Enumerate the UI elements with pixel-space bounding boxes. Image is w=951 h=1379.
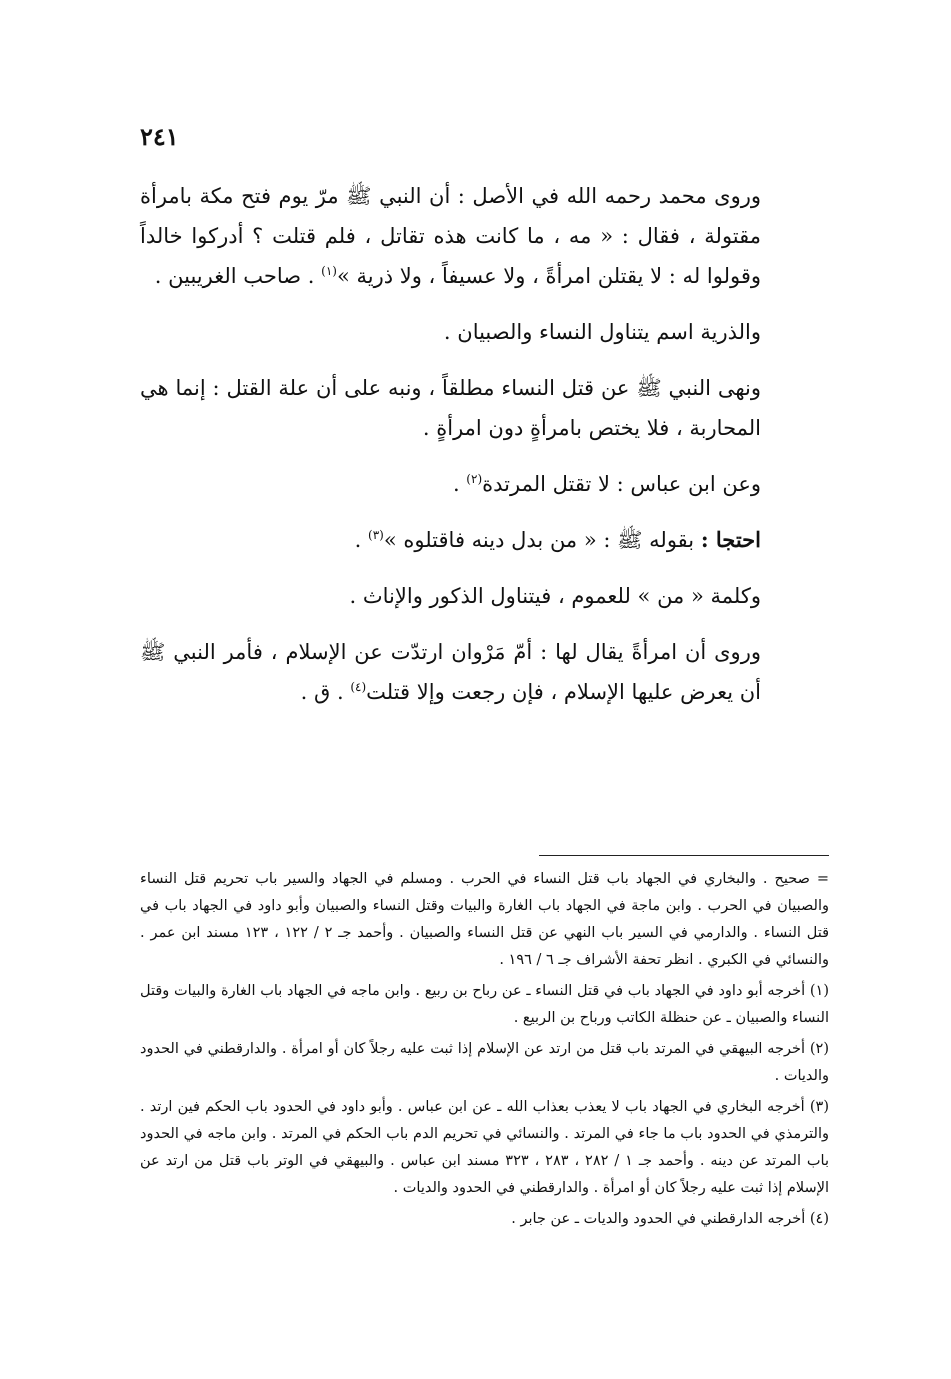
paragraph-text: والذرية اسم يتناول النساء والصبيان . xyxy=(443,320,761,344)
footnote-divider xyxy=(539,855,829,856)
page-number: ٢٤١ xyxy=(140,122,179,151)
paragraph-4 xyxy=(140,464,811,504)
paragraph-tail: . ق . xyxy=(300,680,351,704)
footnote-3: (٣) أخرجه البخاري في الجهاد باب لا يعذب بعذاب الله ـ عن ابن عباس . وأبو داود في الحدود باب الحكم فين ارتد . والترمذي في الحدود باب ما جاء في المرتد . والنسائي في تحريم الدم باب الحكم في المرتد . وابن ماجه في الحدود باب المرتد عن دينه . وأحمد جـ ١ / ٢٨٢ ، ٢٨٣ ، ٣٢٣ مسند ابن عباس . والبيهقي في الوتر باب قتل من ارتد عن الإسلام إذا ثبت عليه رجلاً كان أو امرأة . والدارقطني في الحدود والديات . xyxy=(140,1099,829,1196)
paragraph-text: وكلمة « من » للعموم ، فيتناول الذكور والإناث . xyxy=(349,584,761,608)
footnote-1: (١) أخرجه أبو داود في الجهاد باب في قتل النساء ـ عن رباح بن ربيع . وابن ماجه في الجهاد باب الغارة والبيات وقتل النساء والصبيان ـ عن حنظلة الكاتب ورباح بن الربيع . xyxy=(140,983,829,1026)
paragraph-2 xyxy=(140,312,811,352)
footnote-4: (٤) أخرجه الدارقطني في الحدود والديات ـ عن جابر . xyxy=(511,1211,829,1227)
paragraph-text: وروى محمد رحمه الله في الأصل : أن النبي ﷺ مرّ يوم فتح مكة بامرأة مقتولة ، فقال : « مه ، ما كانت هذه تقاتل ، فلم قتلت ؟ أدركوا خالداً وقولوا له : لا يقتلن امرأةً ، ولا عسيفاً ، ولا ذرية » xyxy=(140,184,761,288)
paragraph-text: وروى أن امرأةً يقال لها : أمّ مَرْوان ارتدّت عن الإسلام ، فأمر النبي ﷺ أن يعرض عليها الإسلام ، فإن رجعت وإلا قتلت xyxy=(140,640,761,704)
footnote-2: (٢) أخرجه البيهقي في المرتد باب قتل من ارتد عن الإسلام إذا ثبت عليه رجلاً كان أو امرأة . والدارقطني في الحدود والديات . xyxy=(140,1041,829,1084)
paragraph-lead: احتجا : xyxy=(700,527,761,552)
paragraph-5 xyxy=(140,520,811,560)
paragraph-tail: . xyxy=(354,528,369,552)
paragraph-text: وعن ابن عباس : لا تقتل المرتدة xyxy=(482,472,761,496)
paragraph-text: بقوله ﷺ : « من بدل دينه فاقتلوه » xyxy=(383,528,701,552)
paragraph-text: ونهى النبي ﷺ عن قتل النساء مطلقاً ، ونبه على أن علة القتل : إنما هي المحاربة ، فلا يختص بامرأةٍ دون امرأةٍ . xyxy=(140,376,761,440)
footnote-ref: (١) xyxy=(321,264,337,278)
paragraph-tail: . صاحب الغريبين . xyxy=(154,264,322,288)
paragraph-1 xyxy=(140,176,811,296)
paragraph-3 xyxy=(140,368,811,448)
footnote-ref: (٣) xyxy=(368,528,384,542)
footnotes xyxy=(140,866,829,1237)
paragraph-7 xyxy=(140,632,811,712)
main-text xyxy=(140,176,811,712)
footnote-ref: (٢) xyxy=(466,472,483,486)
footnote-ref: (٤) xyxy=(350,680,367,694)
paragraph-tail: . xyxy=(452,472,467,496)
footnote-continuation: = صحيح . والبخاري في الجهاد باب قتل النساء في الحرب . ومسلم في الجهاد والسير باب تحريم قتل النساء والصبيان في الحرب . وابن ماجة في الجهاد باب الغارة والبيات وقتل النساء والصبيان وأبو داود في الجهاد باب في قتل النساء . والدارمي في السير باب النهي عن قتل النساء والصبيان . وأحمد جـ ٢ / ١٢٢ ، ١٢٣ مسند ابن عمر . والنسائي في الكبري . انظر تحفة الأشراف جـ ٦ / ١٩٦ . xyxy=(140,871,830,968)
paragraph-6 xyxy=(140,576,811,616)
